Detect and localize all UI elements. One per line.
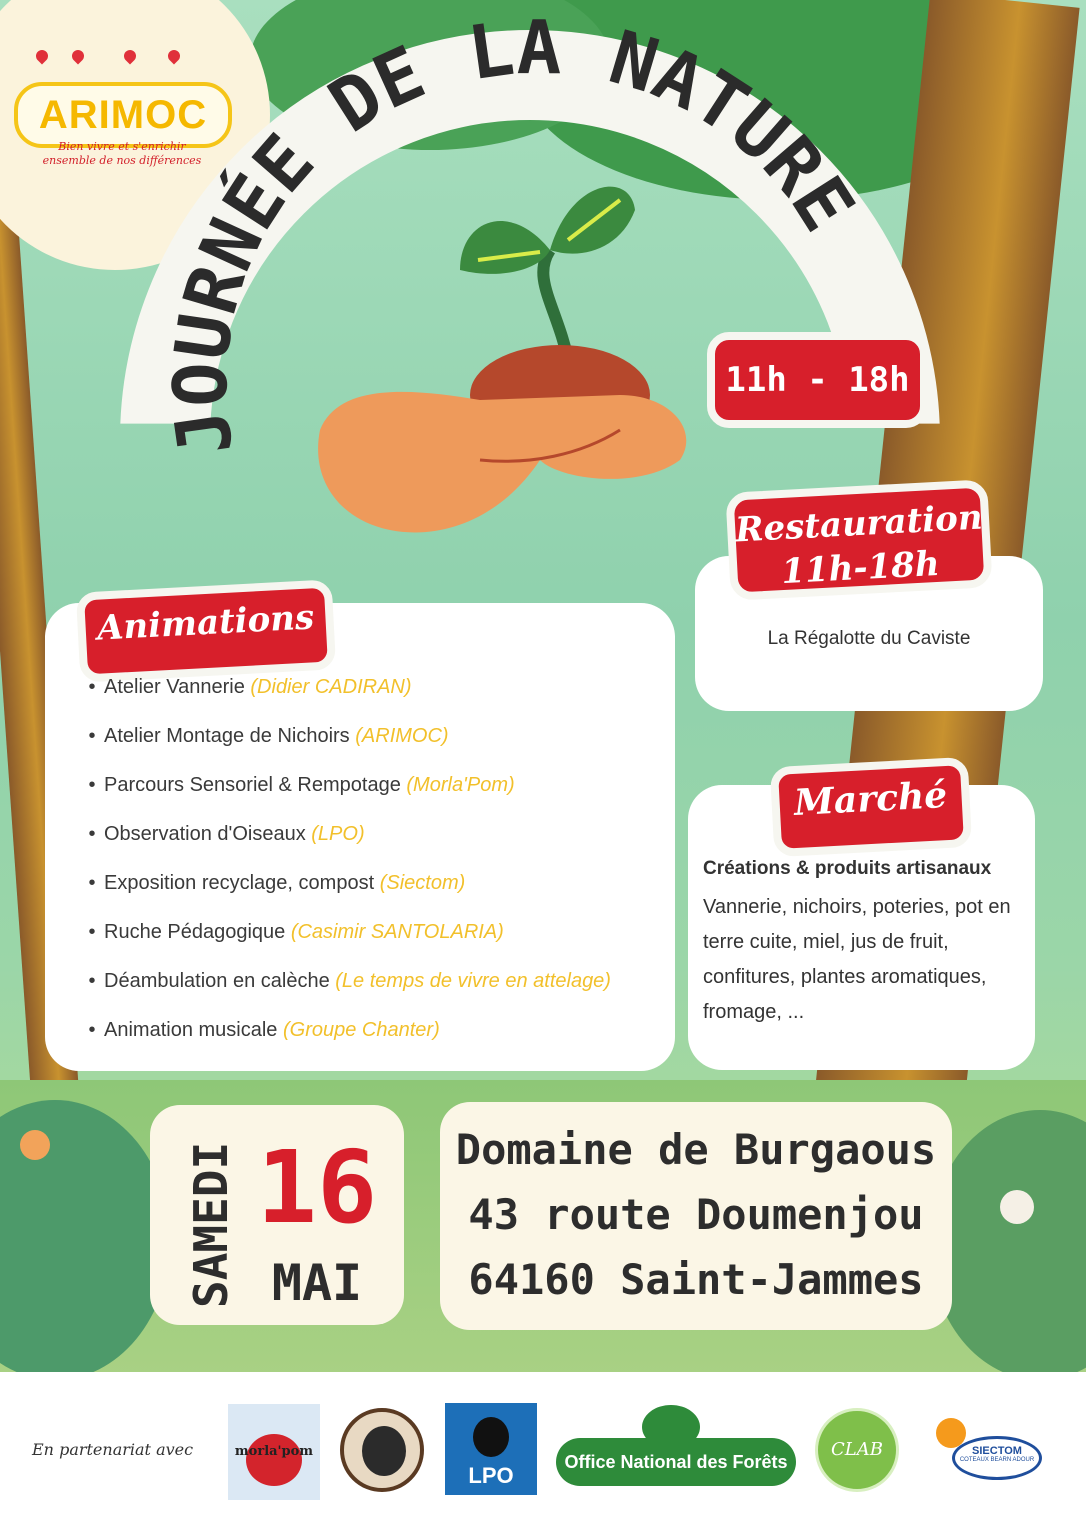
address-street: 43 route Doumenjou (468, 1190, 924, 1239)
bullet: • (88, 1019, 96, 1041)
partners-label: En partenariat avec (32, 1440, 194, 1459)
apple-icon (246, 1434, 302, 1486)
list-item (80, 668, 680, 717)
marche-products: Vannerie, nichoirs, poteries, pot en terre cuite, miel, jus de fruit, confitures, plantes aromatiques, fromage, ... (703, 896, 1011, 1023)
onf-logo: Office National des Forêts (556, 1438, 796, 1486)
marche-heading: Créations & produits artisanaux (703, 858, 992, 879)
list-item (80, 766, 680, 815)
restauration-vendor: La Régalotte du Caviste (767, 628, 971, 649)
list-item (80, 1011, 680, 1060)
logo-name: ARIMOC (38, 93, 208, 137)
lpo-logo (445, 1403, 537, 1495)
morlapom-logo-text: morla'pom (234, 1444, 314, 1459)
month: MAI (271, 1254, 363, 1312)
animations-list (80, 668, 680, 1060)
activity-name: Atelier Vannerie (104, 676, 245, 698)
hours-badge: 11h - 18h (707, 332, 928, 428)
page-title-text: JOURNÉE DE LA NATURE (158, 5, 871, 461)
activity-organizer: (Didier CADIRAN) (250, 676, 412, 698)
attelage-logo (340, 1408, 424, 1492)
bullet: • (88, 823, 96, 845)
activity-name: Animation musicale (104, 1019, 278, 1041)
activity-name: Ruche Pédagogique (104, 921, 286, 943)
day-number: 16 (256, 1129, 378, 1246)
logo-tagline: Bien vivre et s'enrichir ensemble de nos différences (42, 140, 202, 167)
restauration-label-hours: 11h-18h (780, 543, 941, 593)
siectom-logo (930, 1410, 1048, 1490)
activity-name: Atelier Montage de Nichoirs (104, 725, 350, 747)
list-item (80, 962, 680, 1011)
sprout-in-hand-illustration (300, 160, 700, 560)
activity-name: Exposition recyclage, compost (104, 872, 375, 894)
list-item (80, 913, 680, 962)
clab-logo (815, 1408, 899, 1492)
activity-name: Observation d'Oiseaux (104, 823, 306, 845)
address-city: 64160 Saint-Jammes (468, 1255, 924, 1304)
animations-label: Animations (76, 579, 336, 682)
activity-name: Déambulation en calèche (104, 970, 330, 992)
bullet: • (88, 921, 96, 943)
bullet: • (88, 970, 96, 992)
siectom-subtitle: COTEAUX BEARN ADOUR (959, 1457, 1035, 1463)
list-item (80, 815, 680, 864)
list-item (80, 864, 680, 913)
activity-organizer: (LPO) (311, 823, 365, 845)
activity-organizer: (Le temps de vivre en attelage) (335, 970, 611, 992)
activity-organizer: (ARIMOC) (355, 725, 449, 747)
puffin-icon (473, 1417, 509, 1457)
lpo-logo-text: LPO (468, 1463, 514, 1488)
list-item (80, 717, 680, 766)
activity-organizer: (Morla'Pom) (406, 774, 515, 796)
bullet: • (88, 872, 96, 894)
restauration-label (725, 479, 992, 601)
activity-organizer: (Siectom) (379, 872, 466, 894)
flower-decoration (1000, 1190, 1034, 1224)
activity-organizer: (Casimir SANTOLARIA) (290, 921, 504, 943)
bullet: • (88, 774, 96, 796)
weekday-graphic (165, 1130, 245, 1310)
siectom-emblem (952, 1436, 1042, 1480)
activity-organizer: (Groupe Chanter) (282, 1019, 440, 1041)
weekday: SAMEDI (184, 1141, 238, 1308)
morlapom-logo (228, 1404, 320, 1500)
bullet: • (88, 676, 96, 698)
horse-icon (362, 1426, 406, 1476)
siectom-name: SIECTOM (972, 1445, 1022, 1457)
address-venue: Domaine de Burgaous (455, 1125, 937, 1174)
marche-label: Marché (770, 757, 972, 857)
restauration-label-title: Restauration (734, 497, 984, 551)
clab-logo-text: CLAB (831, 1439, 883, 1460)
bullet: • (88, 725, 96, 747)
activity-name: Parcours Sensoriel & Rempotage (104, 774, 401, 796)
flower-decoration (20, 1130, 50, 1160)
